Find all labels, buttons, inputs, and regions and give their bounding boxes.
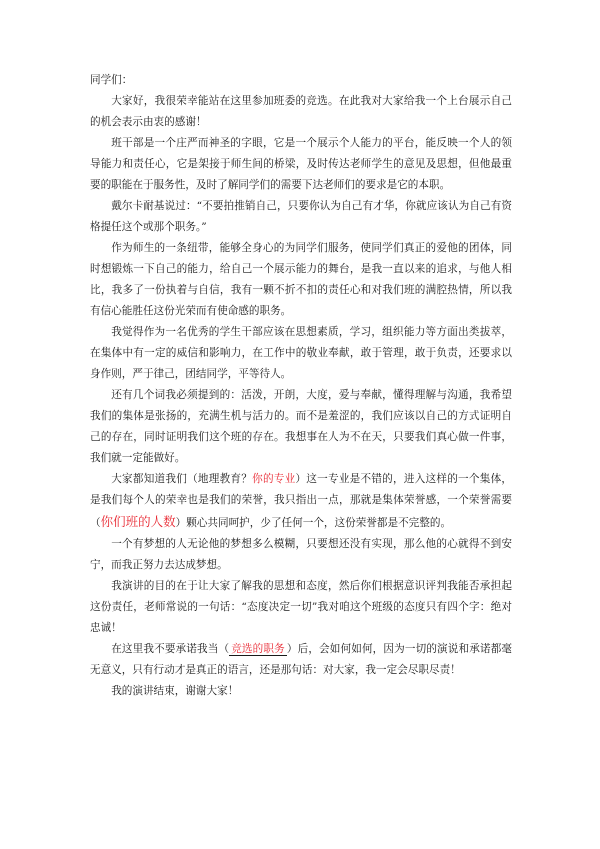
paragraph-greeting: 大家好，我很荣幸能站在这里参加班委的竞选。在此我对大家给我一个上台展示自己的机会表示由衷的感谢！ <box>90 95 512 128</box>
placeholder-position: 竞选的职务 <box>231 643 285 655</box>
paragraph-closing: 我的演讲结束，谢谢大家！ <box>111 685 239 697</box>
paragraph-motivation: 作为师生的一条纽带，能够全身心的为同学们服务，使同学们真正的爱他的团体，同时想锻炼一下自己的能力，给自己一个展示能力的舞台，是我一直以来的追求，与他人相比，我多了一份执着与自信，我有一颗不折不扣的责任心和对我们班的满腔热情，所以我有信心能胜任这份光荣而有使命感的职务。 <box>90 242 512 317</box>
paragraph-quote: 戴尔卡耐基说过：“不要拍推销自己，只要你认为自己有才华，你就应该认为自己有资格提任这个或那个职务。” <box>90 200 512 233</box>
paragraph-promise <box>90 639 512 681</box>
paragraph-keywords: 还有几个词我必须提到的：活泼，开朗，大度，爱与奉献，懂得理解与沟通，我希望我们的集体是张扬的，充满生机与活力的。而不是羞涩的，我们应该以自己的方式证明自己的存在，同时证明我们这个班的存在。我想事在人为不在天，只要我们真心做一件事，我们就一定能做好。 <box>90 389 512 464</box>
paragraph-role-definition: 班干部是一个庄严而神圣的字眼，它是一个展示个人能力的平台，能反映一个人的领导能力和责任心，它是架接于师生间的桥梁，及时传达老师学生的意见及思想，但他最重要的职能在于服务性，及时了解同学们的需要下达老师们的要求是它的本职。 <box>90 137 512 191</box>
placeholder-major: 你的专业 <box>252 473 296 485</box>
paragraph-purpose: 我演讲的目的在于让大家了解我的思想和态度，然后你们根据意识评判我能否承担起这份责任，老师常说的一句话：“态度决定一切”我对咱这个班级的态度只有四个字：绝对忠诚！ <box>90 580 512 634</box>
text-segment: ）颗心共同呵护，少了任何一个，这份荣誉都是不完整的。 <box>175 517 452 529</box>
text-segment: 在这里我不要承诺我当（ <box>111 643 230 655</box>
text-segment: ）后，会如何如何，因为一切的演说和承诺都毫无意义，只有行动才是真正的语言，还是那句话：对大家，我一定会尽职尽责！ <box>90 643 513 676</box>
salutation: 同学们： <box>90 74 133 86</box>
paragraph-collective-honor <box>90 469 512 534</box>
placeholder-class-size: 你们班的人数 <box>100 514 176 529</box>
paragraph-qualities: 我觉得作为一名优秀的学生干部应该在思想素质，学习，组织能力等方面出类拔萃，在集体中有一定的威信和影响力，在工作中的敬业奉献，敢于管理，敢于负责，还要求以身作则，严于律己，团结同学，平等待人。 <box>90 326 512 380</box>
text-segment: ）这一专业是不错的，进入这样的一个集体，是我们每个人的荣幸也是我们的荣誉，我只指出一点，那就是集体荣誉感，一个荣誉需要（ <box>90 473 513 529</box>
text-segment: 大家都知道我们（地理教育？ <box>111 473 253 485</box>
paragraph-dream: 一个有梦想的人无论他的梦想多么模糊，只要想还没有实现，那么他的心就得不到安宁，而我正努力去达成梦想。 <box>90 538 512 571</box>
